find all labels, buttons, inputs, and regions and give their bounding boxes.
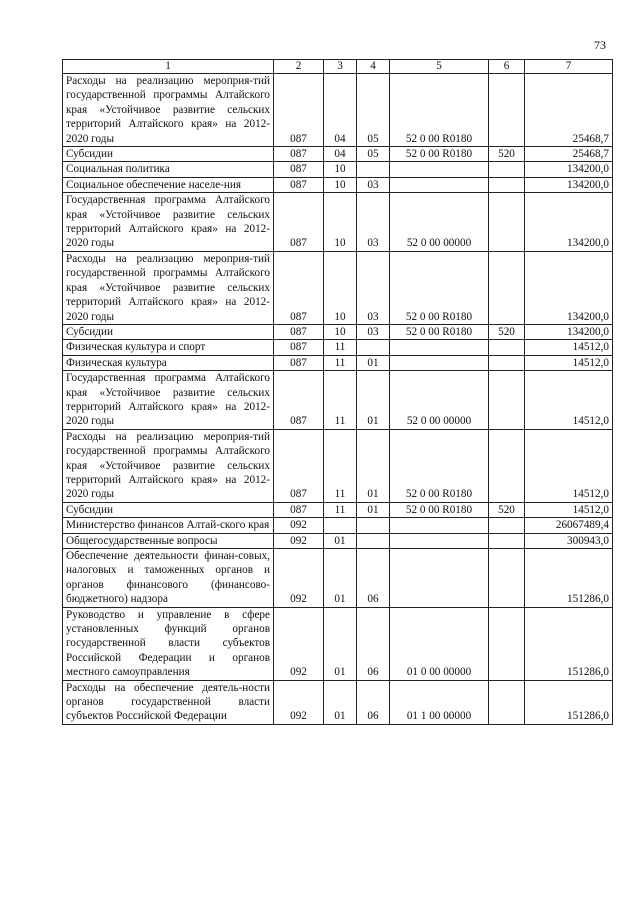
amount-cell: 26067489,4 xyxy=(525,518,613,533)
amount-cell: 134200,0 xyxy=(525,251,613,324)
department-code-cell: 092 xyxy=(274,518,324,533)
section-code-cell: 10 xyxy=(324,251,357,324)
section-code-cell: 11 xyxy=(324,355,357,370)
expense-type-cell xyxy=(489,251,525,324)
row-name-cell: Руководство и управление в сфере установленных функций органов государственной власти субъектов Российской Федерации и органов местного самоуправления xyxy=(63,607,274,680)
row-name-cell: Государственная программа Алтайского края «Устойчивое развитие сельских территорий Алтайского края» на 2012-2020 годы xyxy=(63,193,274,252)
table-row xyxy=(63,371,613,430)
subsection-code-cell xyxy=(357,533,390,548)
department-code-cell: 092 xyxy=(274,533,324,548)
subsection-code-cell: 03 xyxy=(357,324,390,339)
subsection-code-cell: 03 xyxy=(357,177,390,192)
expense-type-cell xyxy=(489,177,525,192)
row-name-cell: Социальная политика xyxy=(63,162,274,177)
row-name-cell: Государственная программа Алтайского края «Устойчивое развитие сельских территорий Алтайского края» на 2012-2020 годы xyxy=(63,371,274,430)
column-header: 3 xyxy=(324,60,357,74)
target-article-cell: 01 0 00 00000 xyxy=(390,607,489,680)
expense-type-cell: 520 xyxy=(489,502,525,517)
department-code-cell: 087 xyxy=(274,355,324,370)
section-code-cell: 10 xyxy=(324,177,357,192)
target-article-cell: 01 1 00 00000 xyxy=(390,680,489,724)
column-header: 4 xyxy=(357,60,390,74)
target-article-cell: 52 0 00 R0180 xyxy=(390,251,489,324)
expense-type-cell: 520 xyxy=(489,324,525,339)
amount-cell: 134200,0 xyxy=(525,193,613,252)
target-article-cell xyxy=(390,162,489,177)
amount-cell: 14512,0 xyxy=(525,355,613,370)
expense-type-cell xyxy=(489,355,525,370)
expense-type-cell xyxy=(489,371,525,430)
row-name-cell: Социальное обеспечение населе-ния xyxy=(63,177,274,192)
table-row xyxy=(63,607,613,680)
department-code-cell: 087 xyxy=(274,371,324,430)
department-code-cell: 087 xyxy=(274,193,324,252)
section-code-cell: 10 xyxy=(324,324,357,339)
section-code-cell: 10 xyxy=(324,162,357,177)
target-article-cell xyxy=(390,355,489,370)
expense-type-cell xyxy=(489,429,525,502)
expense-type-cell xyxy=(489,533,525,548)
table-row xyxy=(63,533,613,548)
table-row xyxy=(63,502,613,517)
amount-cell: 14512,0 xyxy=(525,340,613,355)
department-code-cell: 087 xyxy=(274,340,324,355)
row-name-cell: Субсидии xyxy=(63,324,274,339)
section-code-cell xyxy=(324,518,357,533)
subsection-code-cell: 05 xyxy=(357,74,390,147)
column-header: 7 xyxy=(525,60,613,74)
table-row xyxy=(63,193,613,252)
amount-cell: 25468,7 xyxy=(525,74,613,147)
department-code-cell: 087 xyxy=(274,429,324,502)
target-article-cell xyxy=(390,177,489,192)
subsection-code-cell xyxy=(357,162,390,177)
table-row xyxy=(63,324,613,339)
section-code-cell: 11 xyxy=(324,502,357,517)
column-header: 1 xyxy=(63,60,274,74)
amount-cell: 151286,0 xyxy=(525,680,613,724)
row-name-cell: Расходы на обеспечение деятель-ности органов государственной власти субъектов Российской Федерации xyxy=(63,680,274,724)
table-row xyxy=(63,251,613,324)
department-code-cell: 092 xyxy=(274,680,324,724)
department-code-cell: 092 xyxy=(274,607,324,680)
target-article-cell: 52 0 00 R0180 xyxy=(390,74,489,147)
subsection-code-cell xyxy=(357,340,390,355)
target-article-cell: 52 0 00 00000 xyxy=(390,371,489,430)
amount-cell: 300943,0 xyxy=(525,533,613,548)
section-code-cell: 04 xyxy=(324,74,357,147)
amount-cell: 134200,0 xyxy=(525,324,613,339)
row-name-cell: Министерство финансов Алтай-ского края xyxy=(63,518,274,533)
section-code-cell: 01 xyxy=(324,607,357,680)
department-code-cell: 087 xyxy=(274,502,324,517)
table-row xyxy=(63,340,613,355)
row-name-cell: Расходы на реализацию мероприя-тий государственной программы Алтайского края «Устойчивое развитие сельских территорий Алтайского края» на 2012-2020 годы xyxy=(63,74,274,147)
row-name-cell: Обеспечение деятельности финан-совых, налоговых и таможенных органов и органов финансового (финансово-бюджетного) надзора xyxy=(63,549,274,608)
amount-cell: 151286,0 xyxy=(525,549,613,608)
section-code-cell: 01 xyxy=(324,549,357,608)
section-code-cell: 10 xyxy=(324,193,357,252)
row-name-cell: Субсидии xyxy=(63,502,274,517)
department-code-cell: 092 xyxy=(274,549,324,608)
row-name-cell: Физическая культура и спорт xyxy=(63,340,274,355)
target-article-cell xyxy=(390,533,489,548)
row-name-cell: Физическая культура xyxy=(63,355,274,370)
amount-cell: 25468,7 xyxy=(525,147,613,162)
expense-type-cell xyxy=(489,162,525,177)
column-header: 5 xyxy=(390,60,489,74)
subsection-code-cell: 01 xyxy=(357,429,390,502)
target-article-cell: 52 0 00 R0180 xyxy=(390,324,489,339)
table-row xyxy=(63,177,613,192)
expense-type-cell xyxy=(489,549,525,608)
section-code-cell: 04 xyxy=(324,147,357,162)
department-code-cell: 087 xyxy=(274,162,324,177)
subsection-code-cell: 06 xyxy=(357,549,390,608)
table-row xyxy=(63,518,613,533)
table-row xyxy=(63,74,613,147)
subsection-code-cell: 01 xyxy=(357,502,390,517)
subsection-code-cell: 06 xyxy=(357,607,390,680)
section-code-cell: 11 xyxy=(324,429,357,502)
column-header: 6 xyxy=(489,60,525,74)
table-row xyxy=(63,429,613,502)
section-code-cell: 11 xyxy=(324,371,357,430)
row-name-cell: Субсидии xyxy=(63,147,274,162)
target-article-cell xyxy=(390,549,489,608)
row-name-cell: Общегосударственные вопросы xyxy=(63,533,274,548)
amount-cell: 14512,0 xyxy=(525,371,613,430)
department-code-cell: 087 xyxy=(274,147,324,162)
subsection-code-cell: 06 xyxy=(357,680,390,724)
expense-type-cell: 520 xyxy=(489,147,525,162)
budget-table xyxy=(62,59,613,725)
table-row xyxy=(63,162,613,177)
target-article-cell xyxy=(390,518,489,533)
section-code-cell: 01 xyxy=(324,533,357,548)
table-row xyxy=(63,355,613,370)
table-header-row xyxy=(63,60,613,74)
target-article-cell: 52 0 00 R0180 xyxy=(390,502,489,517)
expense-type-cell xyxy=(489,74,525,147)
target-article-cell: 52 0 00 R0180 xyxy=(390,147,489,162)
subsection-code-cell: 05 xyxy=(357,147,390,162)
subsection-code-cell xyxy=(357,518,390,533)
amount-cell: 134200,0 xyxy=(525,177,613,192)
expense-type-cell xyxy=(489,680,525,724)
expense-type-cell xyxy=(489,518,525,533)
target-article-cell xyxy=(390,340,489,355)
amount-cell: 134200,0 xyxy=(525,162,613,177)
subsection-code-cell: 03 xyxy=(357,251,390,324)
subsection-code-cell: 03 xyxy=(357,193,390,252)
table-row xyxy=(63,549,613,608)
department-code-cell: 087 xyxy=(274,324,324,339)
subsection-code-cell: 01 xyxy=(357,355,390,370)
department-code-cell: 087 xyxy=(274,177,324,192)
expense-type-cell xyxy=(489,340,525,355)
expense-type-cell xyxy=(489,607,525,680)
budget-table-body xyxy=(63,60,613,725)
section-code-cell: 01 xyxy=(324,680,357,724)
page-number: 73 xyxy=(594,38,606,52)
amount-cell: 151286,0 xyxy=(525,607,613,680)
section-code-cell: 11 xyxy=(324,340,357,355)
row-name-cell: Расходы на реализацию мероприя-тий государственной программы Алтайского края «Устойчивое развитие сельских территорий Алтайского края» на 2012-2020 годы xyxy=(63,251,274,324)
target-article-cell: 52 0 00 R0180 xyxy=(390,429,489,502)
amount-cell: 14512,0 xyxy=(525,429,613,502)
row-name-cell: Расходы на реализацию мероприя-тий государственной программы Алтайского края «Устойчивое развитие сельских территорий Алтайского края» на 2012-2020 годы xyxy=(63,429,274,502)
table-row xyxy=(63,680,613,724)
department-code-cell: 087 xyxy=(274,74,324,147)
department-code-cell: 087 xyxy=(274,251,324,324)
subsection-code-cell: 01 xyxy=(357,371,390,430)
column-header: 2 xyxy=(274,60,324,74)
expense-type-cell xyxy=(489,193,525,252)
table-row xyxy=(63,147,613,162)
amount-cell: 14512,0 xyxy=(525,502,613,517)
target-article-cell: 52 0 00 00000 xyxy=(390,193,489,252)
